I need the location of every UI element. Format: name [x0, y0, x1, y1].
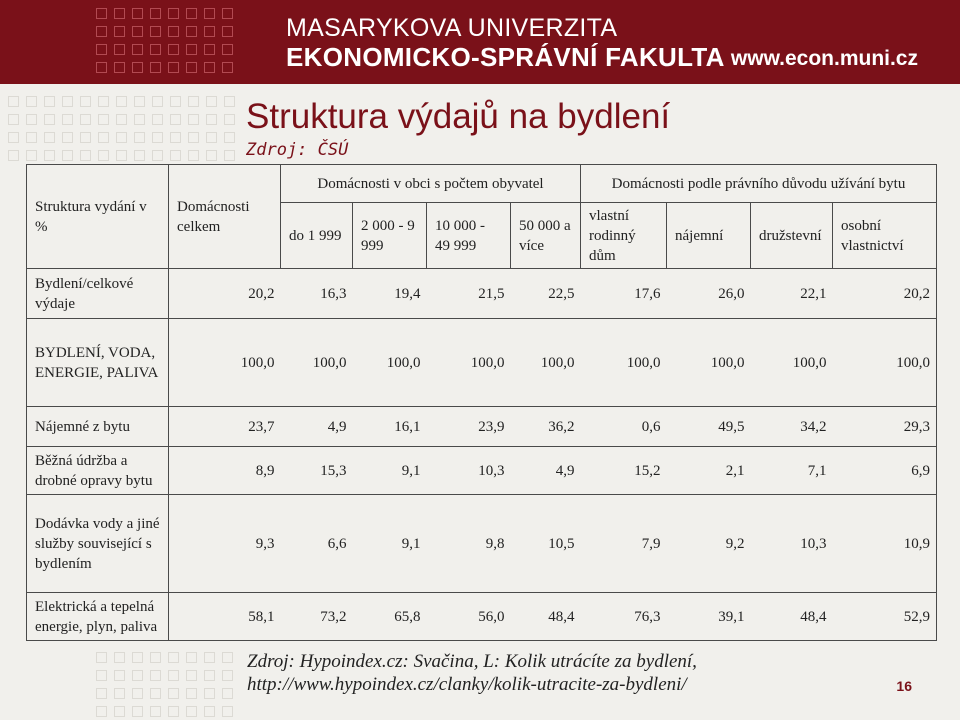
- decorative-square: [8, 132, 19, 143]
- decorative-square: [188, 96, 199, 107]
- decorative-square: [188, 132, 199, 143]
- decorative-square: [62, 150, 73, 161]
- decorative-square: [186, 652, 197, 663]
- decorative-square: [150, 652, 161, 663]
- decorative-square: [134, 132, 145, 143]
- decorative-square: [188, 114, 199, 125]
- decorative-dot-grid: [8, 96, 238, 174]
- table-cell: 23,9: [427, 407, 511, 447]
- decorative-square: [206, 114, 217, 125]
- decorative-square: [116, 150, 127, 161]
- table-cell: 36,2: [511, 407, 581, 447]
- decorative-square: [134, 150, 145, 161]
- decorative-square: [98, 96, 109, 107]
- decorative-square: [26, 132, 37, 143]
- decorative-square: [114, 706, 125, 717]
- table-cell: 9,8: [427, 495, 511, 593]
- decorative-square: [222, 706, 233, 717]
- decorative-square: [114, 26, 125, 37]
- decorative-square: [62, 96, 73, 107]
- decorative-square: [170, 132, 181, 143]
- col-tenure-4: osobní vlastnictví: [833, 203, 937, 269]
- total-header: Domácnosti celkem: [169, 165, 281, 269]
- decorative-square: [204, 706, 215, 717]
- decorative-square: [170, 114, 181, 125]
- decorative-square: [80, 132, 91, 143]
- table-cell: 20,2: [169, 269, 281, 319]
- decorative-square: [186, 26, 197, 37]
- table-row: [27, 269, 937, 319]
- decorative-square: [98, 132, 109, 143]
- col-tenure-1: vlastní rodinný dům: [581, 203, 667, 269]
- decorative-square: [132, 706, 143, 717]
- decorative-square: [62, 132, 73, 143]
- decorative-square: [134, 114, 145, 125]
- decorative-square: [206, 96, 217, 107]
- table-cell: 15,2: [581, 447, 667, 495]
- decorative-square: [204, 26, 215, 37]
- col-tenure-3: družstevní: [751, 203, 833, 269]
- logo-dot-grid: [96, 8, 244, 72]
- page-number: 16: [896, 678, 912, 694]
- decorative-square: [170, 150, 181, 161]
- decorative-square: [96, 652, 107, 663]
- table-cell: 10,3: [751, 495, 833, 593]
- decorative-dot-grid-bottom: [96, 652, 244, 718]
- table-cell: 73,2: [281, 593, 353, 641]
- table-cell: 10,9: [833, 495, 937, 593]
- table-cell: 100,0: [169, 319, 281, 407]
- decorative-square: [204, 670, 215, 681]
- decorative-square: [206, 132, 217, 143]
- decorative-square: [96, 8, 107, 19]
- decorative-square: [96, 26, 107, 37]
- decorative-square: [224, 114, 235, 125]
- table-cell: 65,8: [353, 593, 427, 641]
- decorative-square: [224, 96, 235, 107]
- decorative-square: [44, 132, 55, 143]
- decorative-square: [96, 706, 107, 717]
- table-cell: 9,1: [353, 495, 427, 593]
- tenure-header: Domácnosti podle právního důvodu užívání bytu: [581, 165, 937, 203]
- decorative-square: [204, 8, 215, 19]
- housing-expenses-table: [26, 164, 937, 641]
- table-cell: 0,6: [581, 407, 667, 447]
- decorative-square: [168, 706, 179, 717]
- table-cell: 100,0: [353, 319, 427, 407]
- table-cell: 21,5: [427, 269, 511, 319]
- table-cell: 100,0: [427, 319, 511, 407]
- decorative-square: [8, 150, 19, 161]
- decorative-square: [204, 44, 215, 55]
- table-cell: 56,0: [427, 593, 511, 641]
- table-cell: 15,3: [281, 447, 353, 495]
- decorative-square: [114, 652, 125, 663]
- table-cell: 52,9: [833, 593, 937, 641]
- decorative-square: [96, 44, 107, 55]
- decorative-square: [206, 150, 217, 161]
- decorative-square: [150, 670, 161, 681]
- row-label: Nájemné z bytu: [27, 407, 169, 447]
- table-cell: 17,6: [581, 269, 667, 319]
- decorative-square: [44, 150, 55, 161]
- decorative-square: [152, 132, 163, 143]
- footer-link[interactable]: http://www.hypoindex.cz/clanky/kolik-utracite-za-bydleni/: [247, 674, 687, 695]
- decorative-square: [204, 62, 215, 73]
- row-label: Elektrická a tepelná energie, plyn, paliva: [27, 593, 169, 641]
- decorative-square: [222, 44, 233, 55]
- decorative-square: [150, 8, 161, 19]
- decorative-square: [168, 670, 179, 681]
- settlement-size-header: Domácnosti v obci s počtem obyvatel: [281, 165, 581, 203]
- table-cell: 2,1: [667, 447, 751, 495]
- table-cell: 26,0: [667, 269, 751, 319]
- decorative-square: [116, 132, 127, 143]
- decorative-square: [168, 62, 179, 73]
- decorative-square: [44, 96, 55, 107]
- table-cell: 39,1: [667, 593, 751, 641]
- decorative-square: [224, 132, 235, 143]
- table-cell: 49,5: [667, 407, 751, 447]
- decorative-square: [152, 150, 163, 161]
- decorative-square: [222, 62, 233, 73]
- decorative-square: [26, 150, 37, 161]
- decorative-square: [96, 670, 107, 681]
- row-label: BYDLENÍ, VODA, ENERGIE, PALIVA: [27, 319, 169, 407]
- decorative-square: [26, 96, 37, 107]
- decorative-square: [80, 150, 91, 161]
- header-banner: [0, 0, 960, 84]
- decorative-square: [114, 8, 125, 19]
- university-name: MASARYKOVA UNIVERZITA: [286, 14, 618, 42]
- decorative-square: [152, 96, 163, 107]
- col-size-3: 10 000 - 49 999: [427, 203, 511, 269]
- decorative-square: [116, 96, 127, 107]
- table-cell: 7,9: [581, 495, 667, 593]
- decorative-square: [222, 652, 233, 663]
- decorative-square: [98, 114, 109, 125]
- decorative-square: [168, 688, 179, 699]
- decorative-square: [114, 670, 125, 681]
- table-cell: 6,9: [833, 447, 937, 495]
- table-cell: 6,6: [281, 495, 353, 593]
- table-row: [27, 407, 937, 447]
- decorative-square: [168, 26, 179, 37]
- table-row: [27, 319, 937, 407]
- decorative-square: [186, 44, 197, 55]
- decorative-square: [116, 114, 127, 125]
- decorative-square: [8, 96, 19, 107]
- table-cell: 100,0: [281, 319, 353, 407]
- decorative-square: [132, 62, 143, 73]
- table-cell: 58,1: [169, 593, 281, 641]
- decorative-square: [114, 44, 125, 55]
- footer-source: [247, 650, 697, 696]
- col-size-1: do 1 999: [281, 203, 353, 269]
- decorative-square: [168, 8, 179, 19]
- table-cell: 20,2: [833, 269, 937, 319]
- table-cell: 22,5: [511, 269, 581, 319]
- decorative-square: [204, 652, 215, 663]
- decorative-square: [132, 8, 143, 19]
- table-cell: 10,5: [511, 495, 581, 593]
- table-cell: 10,3: [427, 447, 511, 495]
- decorative-square: [188, 150, 199, 161]
- table-cell: 4,9: [281, 407, 353, 447]
- decorative-square: [80, 114, 91, 125]
- decorative-square: [186, 670, 197, 681]
- table-cell: 23,7: [169, 407, 281, 447]
- table-cell: 19,4: [353, 269, 427, 319]
- decorative-square: [132, 670, 143, 681]
- table-cell: 8,9: [169, 447, 281, 495]
- decorative-square: [132, 44, 143, 55]
- decorative-square: [96, 62, 107, 73]
- decorative-square: [222, 670, 233, 681]
- decorative-square: [98, 150, 109, 161]
- decorative-square: [186, 688, 197, 699]
- table-cell: 76,3: [581, 593, 667, 641]
- decorative-square: [222, 26, 233, 37]
- decorative-square: [222, 688, 233, 699]
- decorative-square: [114, 688, 125, 699]
- table-row: [27, 495, 937, 593]
- slide-title: Struktura výdajů na bydlení: [246, 97, 671, 136]
- table-cell: 100,0: [511, 319, 581, 407]
- decorative-square: [80, 96, 91, 107]
- table-cell: 48,4: [751, 593, 833, 641]
- table-cell: 100,0: [751, 319, 833, 407]
- footer-line-1: Zdroj: Hypoindex.cz: Svačina, L: Kolik utrácíte za bydlení,: [247, 651, 697, 672]
- table-cell: 4,9: [511, 447, 581, 495]
- table-row: [27, 447, 937, 495]
- slide-source: Zdroj: ČSÚ: [246, 140, 349, 160]
- decorative-square: [114, 62, 125, 73]
- decorative-square: [132, 652, 143, 663]
- row-label: Bydlení/celkové výdaje: [27, 269, 169, 319]
- table-cell: 100,0: [833, 319, 937, 407]
- table-cell: 16,1: [353, 407, 427, 447]
- row-label: Dodávka vody a jiné služby související s bydlením: [27, 495, 169, 593]
- decorative-square: [150, 688, 161, 699]
- decorative-square: [186, 8, 197, 19]
- decorative-square: [150, 706, 161, 717]
- decorative-square: [150, 26, 161, 37]
- col-tenure-2: nájemní: [667, 203, 751, 269]
- table-cell: 9,2: [667, 495, 751, 593]
- col-size-4: 50 000 a více: [511, 203, 581, 269]
- decorative-square: [132, 26, 143, 37]
- decorative-square: [170, 96, 181, 107]
- table-cell: 7,1: [751, 447, 833, 495]
- table-row: [27, 593, 937, 641]
- table-cell: 29,3: [833, 407, 937, 447]
- table-cell: 16,3: [281, 269, 353, 319]
- decorative-square: [150, 44, 161, 55]
- table-cell: 22,1: [751, 269, 833, 319]
- table-cell: 100,0: [667, 319, 751, 407]
- table-cell: 100,0: [581, 319, 667, 407]
- decorative-square: [168, 44, 179, 55]
- decorative-square: [186, 62, 197, 73]
- decorative-square: [96, 688, 107, 699]
- col-size-2: 2 000 - 9 999: [353, 203, 427, 269]
- table-cell: 34,2: [751, 407, 833, 447]
- table-cell: 48,4: [511, 593, 581, 641]
- decorative-square: [152, 114, 163, 125]
- decorative-square: [26, 114, 37, 125]
- decorative-square: [204, 688, 215, 699]
- decorative-square: [134, 96, 145, 107]
- decorative-square: [62, 114, 73, 125]
- decorative-square: [150, 62, 161, 73]
- decorative-square: [8, 114, 19, 125]
- decorative-square: [224, 150, 235, 161]
- table-cell: 9,3: [169, 495, 281, 593]
- table-cell: 9,1: [353, 447, 427, 495]
- decorative-square: [222, 8, 233, 19]
- website-link[interactable]: www.econ.muni.cz: [730, 47, 918, 70]
- decorative-square: [132, 688, 143, 699]
- decorative-square: [186, 706, 197, 717]
- faculty-name: EKONOMICKO-SPRÁVNÍ FAKULTA: [286, 42, 725, 72]
- row-label: Běžná údržba a drobné opravy bytu: [27, 447, 169, 495]
- corner-header: Struktura vydání v %: [27, 165, 169, 269]
- decorative-square: [168, 652, 179, 663]
- decorative-square: [44, 114, 55, 125]
